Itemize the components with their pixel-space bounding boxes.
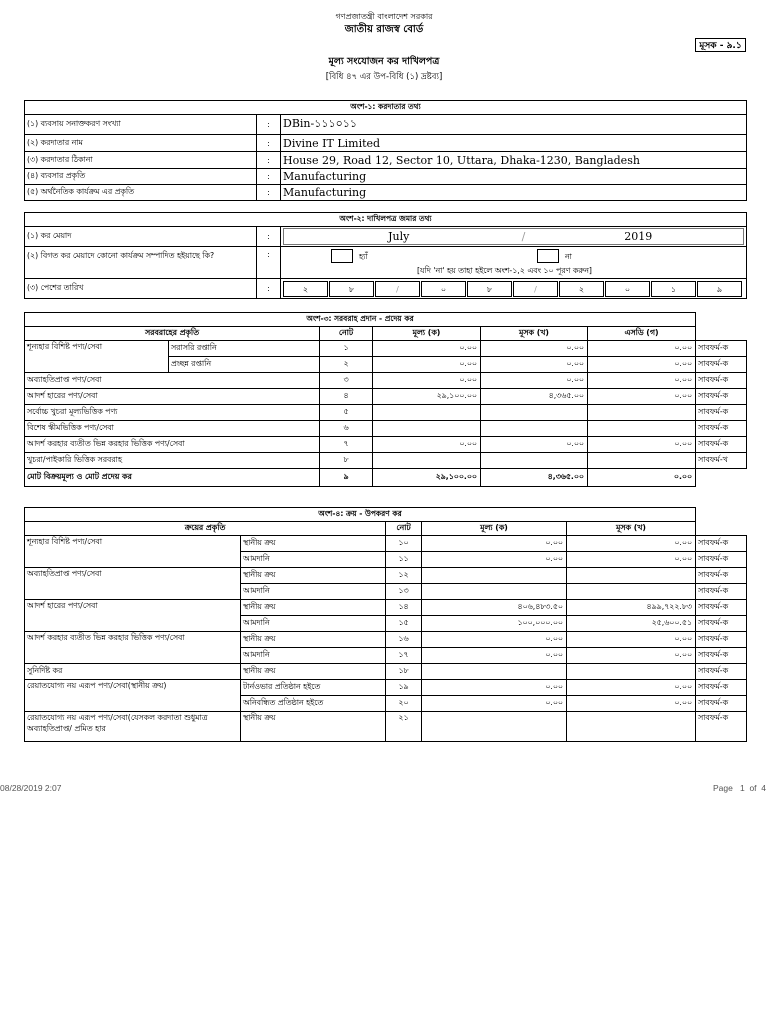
group-label: রেয়াতযোগ্য নয় এরূপ পণ্য/সেবা(যেসকল করদাতা শুধুমাত্র অব্যাহতিপ্রাপ্ত/ প্রমিত হার bbox=[25, 712, 241, 742]
table-row bbox=[25, 712, 747, 742]
row-sublabel: স্থানীয় ক্রয় bbox=[241, 600, 386, 616]
row-sublabel: আমদানি bbox=[241, 552, 386, 568]
yes-checkbox[interactable] bbox=[331, 249, 353, 263]
subform-link[interactable]: সাবফর্ম-ক bbox=[696, 341, 747, 357]
vat-cell[interactable]: ৪,৩৬৫.০০ bbox=[481, 389, 588, 405]
colon: : bbox=[257, 135, 281, 152]
colon: : bbox=[257, 227, 281, 247]
sd-cell[interactable] bbox=[588, 405, 696, 421]
taxpayer-name-label: (২) করদাতার নাম bbox=[25, 135, 257, 152]
page-title: মূল্য সংযোজন কর দাখিলপত্র bbox=[328, 56, 440, 67]
date-separator: / bbox=[513, 281, 558, 297]
group-label: আদর্শ করহার ব্যতীত ভিন্ন করহার ভিত্তিক পণ্য/সেবা bbox=[25, 632, 241, 664]
vat-cell[interactable] bbox=[481, 421, 588, 437]
value-cell[interactable] bbox=[373, 453, 481, 469]
subform-link[interactable]: সাবফর্ম-খ bbox=[696, 453, 747, 469]
subform-link[interactable]: সাবফর্ম-ক bbox=[696, 712, 747, 742]
col-purchase-nature: ক্রয়ের প্রকৃতি bbox=[25, 522, 386, 536]
economic-activity-field[interactable]: Manufacturing bbox=[281, 185, 747, 201]
value-cell[interactable]: ৪০৬,৪৮৩.৫০ bbox=[422, 600, 567, 616]
government-name: গণপ্রজাতন্ত্রী বাংলাদেশ সরকার bbox=[335, 12, 433, 21]
row-sublabel: স্থানীয় ক্রয় bbox=[241, 664, 386, 680]
submission-date-field[interactable] bbox=[283, 281, 744, 297]
part2-heading: অংশ-২: দাখিলপত্র জমার তথ্য bbox=[25, 213, 747, 227]
vat-cell[interactable]: ০.০০ bbox=[567, 552, 696, 568]
value-cell[interactable]: ১০০,০০০.০০ bbox=[422, 616, 567, 632]
subform-link[interactable]: সাবফর্ম-ক bbox=[696, 632, 747, 648]
row-label: বিশেষ স্কীমভিত্তিক পণ্য/সেবা bbox=[25, 421, 320, 437]
bin-label: (১) ব্যবসায় সনাক্তকরণ সংখ্যা bbox=[25, 115, 257, 135]
col-vat: মূসক (খ) bbox=[481, 327, 588, 341]
vat-cell[interactable] bbox=[481, 453, 588, 469]
subform-link[interactable]: সাবফর্ম-ক bbox=[696, 600, 747, 616]
tax-period-slash: / bbox=[521, 230, 526, 243]
row-note: ১২ bbox=[386, 568, 422, 584]
row-note: ১০ bbox=[386, 536, 422, 552]
row-label: আদর্শ হারের পণ্য/সেবা bbox=[25, 389, 320, 405]
table-row bbox=[25, 437, 747, 453]
total-value: ২৯,১০০.০০ bbox=[373, 469, 481, 487]
row-note: ৩ bbox=[320, 373, 373, 389]
date-digit: ৮ bbox=[329, 281, 374, 297]
subform-link[interactable]: সাবফর্ম-ক bbox=[696, 405, 747, 421]
subform-link[interactable]: সাবফর্ম-ক bbox=[696, 552, 747, 568]
value-cell[interactable]: ০.০০ bbox=[373, 437, 481, 453]
subform-link[interactable]: সাবফর্ম-ক bbox=[696, 648, 747, 664]
sd-cell[interactable]: ০.০০ bbox=[588, 373, 696, 389]
vat-cell[interactable] bbox=[567, 712, 696, 742]
vat-cell[interactable]: ০.০০ bbox=[567, 696, 696, 712]
col-note: নোট bbox=[386, 522, 422, 536]
of-word: of bbox=[749, 783, 757, 793]
subform-link[interactable]: সাবফর্ম-ক bbox=[696, 536, 747, 552]
subform-link[interactable]: সাবফর্ম-ক bbox=[696, 357, 747, 373]
zero-rated-label: শূন্যহার বিশিষ্ট পণ্য/সেবা bbox=[25, 341, 169, 373]
submission-date-label: (৩) পেশের তারিখ bbox=[25, 279, 257, 299]
row-note: ২০ bbox=[386, 696, 422, 712]
sd-cell[interactable]: ০.০০ bbox=[588, 341, 696, 357]
row-note: ৬ bbox=[320, 421, 373, 437]
row-note: ১৫ bbox=[386, 616, 422, 632]
colon: : bbox=[257, 169, 281, 185]
table-row bbox=[25, 600, 747, 616]
part1-heading: অংশ-১: করদাতার তথ্য bbox=[25, 101, 747, 115]
vat-cell[interactable] bbox=[567, 664, 696, 680]
row-note: ৮ bbox=[320, 453, 373, 469]
taxpayer-address-label: (৩) করদাতার ঠিকানা bbox=[25, 152, 257, 169]
row-note: ৫ bbox=[320, 405, 373, 421]
vat-cell[interactable] bbox=[567, 568, 696, 584]
row-note: ২ bbox=[320, 357, 373, 373]
table-row bbox=[25, 680, 747, 696]
value-cell[interactable] bbox=[373, 421, 481, 437]
value-cell[interactable] bbox=[422, 664, 567, 680]
row-sublabel: সরাসরি রপ্তানি bbox=[169, 341, 320, 357]
table-row bbox=[25, 405, 747, 421]
row-note: ১ bbox=[320, 341, 373, 357]
row-sublabel: টার্নওভার প্রতিষ্ঠান হইতে bbox=[241, 680, 386, 696]
col-value: মূল্য (ক) bbox=[373, 327, 481, 341]
value-cell[interactable]: ০.০০ bbox=[373, 357, 481, 373]
subform-link[interactable]: সাবফর্ম-ক bbox=[696, 373, 747, 389]
sd-cell[interactable] bbox=[588, 453, 696, 469]
value-cell[interactable] bbox=[373, 405, 481, 421]
row-label: খুচরা/পাইকারি ভিত্তিক সরবরাহ bbox=[25, 453, 320, 469]
subform-link[interactable]: সাবফর্ম-ক bbox=[696, 421, 747, 437]
table-row bbox=[25, 568, 747, 584]
row-sublabel: অনিবন্ধিত প্রতিষ্ঠান হইতে bbox=[241, 696, 386, 712]
row-note: ২১ bbox=[386, 712, 422, 742]
subform-link[interactable]: সাবফর্ম-ক bbox=[696, 584, 747, 600]
group-label: রেয়াতযোগ্য নয় এরূপ পণ্য/সেবা(স্থানীয় ক্রয়) bbox=[25, 680, 241, 712]
sd-cell[interactable]: ০.০০ bbox=[588, 389, 696, 405]
part4-heading: অংশ-৪: ক্রয় - উপকরণ কর bbox=[25, 508, 696, 522]
row-label: আদর্শ করহার ব্যতীত ভিন্ন করহার ভিত্তিক পণ্য/সেবা bbox=[25, 437, 320, 453]
yes-label: হ্যাঁ bbox=[359, 252, 368, 261]
colon: : bbox=[257, 247, 281, 279]
vat-cell[interactable]: ০.০০ bbox=[481, 437, 588, 453]
col-vat: মূসক (খ) bbox=[567, 522, 696, 536]
no-label: না bbox=[565, 252, 572, 261]
subform-link[interactable]: সাবফর্ম-ক bbox=[696, 696, 747, 712]
row-sublabel: প্রচ্ছন্ন রপ্তানি bbox=[169, 357, 320, 373]
vat-cell[interactable]: ০.০০ bbox=[567, 680, 696, 696]
tax-period-field[interactable] bbox=[283, 228, 744, 245]
subform-link[interactable]: সাবফর্ম-ক bbox=[696, 389, 747, 405]
page-word: Page bbox=[713, 783, 733, 793]
table-row bbox=[25, 453, 747, 469]
date-digit: ২ bbox=[283, 281, 328, 297]
total-vat: ৪,৩৬৫.০০ bbox=[481, 469, 588, 487]
row-sublabel: স্থানীয় ক্রয় bbox=[241, 536, 386, 552]
tax-period-year: 2019 bbox=[624, 230, 653, 243]
group-label: শূন্যহার বিশিষ্ট পণ্য/সেবা bbox=[25, 536, 241, 568]
row-note: ১৮ bbox=[386, 664, 422, 680]
row-note: ১১ bbox=[386, 552, 422, 568]
vat-cell[interactable]: ৪৯৯,৭২২.৮৩ bbox=[567, 600, 696, 616]
date-digit: ৯ bbox=[697, 281, 742, 297]
row-label: সর্বোচ্চ খুচরা মূল্যভিত্তিক পণ্য bbox=[25, 405, 320, 421]
activity-note: [যদি 'না' হয় তাহা হইলে অংশ-১,২ এবং ১০ পূরণ করুন] bbox=[417, 266, 592, 275]
total-label: মোট বিক্রয়মূল্য ও মোট প্রদেয় কর bbox=[25, 469, 320, 487]
col-value: মূল্য (ক) bbox=[422, 522, 567, 536]
taxpayer-name-field[interactable]: Divine IT Limited bbox=[281, 135, 747, 152]
col-supply-nature: সরবরাহের প্রকৃতি bbox=[25, 327, 320, 341]
subform-link[interactable]: সাবফর্ম-ক bbox=[696, 616, 747, 632]
page-subtitle: [বিধি ৪৭ এর উপ-বিধি (১) দ্রষ্টব্য] bbox=[325, 72, 443, 82]
date-digit: ১ bbox=[651, 281, 696, 297]
row-sublabel: স্থানীয় ক্রয় bbox=[241, 568, 386, 584]
col-sd: এসডি (গ) bbox=[588, 327, 696, 341]
page-number: 1 bbox=[739, 783, 745, 793]
value-cell[interactable]: ০.০০ bbox=[422, 632, 567, 648]
value-cell[interactable]: ০.০০ bbox=[422, 648, 567, 664]
page-indicator bbox=[713, 783, 766, 793]
table-row bbox=[25, 421, 747, 437]
row-note: ১৯ bbox=[386, 680, 422, 696]
print-datetime: 08/28/2019 2:07 bbox=[0, 783, 62, 793]
total-sd: ০.০০ bbox=[588, 469, 696, 487]
date-digit: ০ bbox=[605, 281, 650, 297]
table-row bbox=[25, 373, 747, 389]
vat-cell[interactable]: ০.০০ bbox=[481, 357, 588, 373]
part3-supply-table bbox=[24, 312, 747, 487]
business-nature-field[interactable]: Manufacturing bbox=[281, 169, 747, 185]
value-cell[interactable]: ০.০০ bbox=[373, 341, 481, 357]
value-cell[interactable]: ০.০০ bbox=[422, 536, 567, 552]
row-sublabel: আমদানি bbox=[241, 648, 386, 664]
total-note: ৯ bbox=[320, 469, 373, 487]
part1-taxpayer-info-table bbox=[24, 100, 747, 201]
table-row bbox=[25, 664, 747, 680]
group-label: অব্যাহতিপ্রাপ্ত পণ্য/সেবা bbox=[25, 568, 241, 600]
date-digit: ৮ bbox=[467, 281, 512, 297]
tax-period-label: (১) কর মেয়াদ bbox=[25, 227, 257, 247]
total-row bbox=[25, 469, 747, 487]
sd-cell[interactable]: ০.০০ bbox=[588, 357, 696, 373]
subform-link[interactable]: সাবফর্ম-ক bbox=[696, 680, 747, 696]
row-note: ৪ bbox=[320, 389, 373, 405]
part3-heading: অংশ-৩: সরবরাহ প্রদান - প্রদেয় কর bbox=[25, 313, 696, 327]
row-sublabel: স্থানীয় ক্রয় bbox=[241, 632, 386, 648]
colon: : bbox=[257, 185, 281, 201]
vat-cell[interactable] bbox=[481, 405, 588, 421]
vat-cell[interactable]: ২৫,৬০০.৫১ bbox=[567, 616, 696, 632]
colon: : bbox=[257, 279, 281, 299]
group-label: আদর্শ হারের পণ্য/সেবা bbox=[25, 600, 241, 632]
value-cell[interactable]: ০.০০ bbox=[373, 373, 481, 389]
vat-cell[interactable]: ০.০০ bbox=[567, 536, 696, 552]
date-separator: / bbox=[375, 281, 420, 297]
table-row bbox=[25, 632, 747, 648]
subform-link[interactable]: সাবফর্ম-ক bbox=[696, 664, 747, 680]
row-sublabel: স্থানীয় ক্রয় bbox=[241, 712, 386, 742]
form-code: মূসক - ৯.১ bbox=[695, 38, 746, 52]
part2-return-info-table bbox=[24, 212, 747, 299]
tax-period-month: July bbox=[388, 230, 410, 243]
date-digit: ০ bbox=[421, 281, 466, 297]
taxpayer-address-field[interactable]: House 29, Road 12, Sector 10, Uttara, Dhaka-1230, Bangladesh bbox=[281, 152, 747, 169]
economic-activity-label: (৫) অর্থনৈতিক কার্যক্রম এর প্রকৃতি bbox=[25, 185, 257, 201]
value-cell[interactable] bbox=[422, 712, 567, 742]
row-sublabel: আমদানি bbox=[241, 584, 386, 600]
subform-link[interactable]: সাবফর্ম-ক bbox=[696, 437, 747, 453]
vat-cell[interactable]: ০.০০ bbox=[567, 648, 696, 664]
page-total: 4 bbox=[761, 783, 766, 793]
value-cell[interactable]: ০.০০ bbox=[422, 696, 567, 712]
row-sublabel: আমদানি bbox=[241, 616, 386, 632]
activity-question-label: (২) বিগত কর মেয়াদে কোনো কার্যক্রম সম্পাদিত হইয়াছে কি? bbox=[25, 247, 257, 279]
sd-cell[interactable] bbox=[588, 421, 696, 437]
date-digit: ২ bbox=[559, 281, 604, 297]
subform-link[interactable]: সাবফর্ম-ক bbox=[696, 568, 747, 584]
row-note: ১৬ bbox=[386, 632, 422, 648]
value-cell[interactable]: ২৯,১০০.০০ bbox=[373, 389, 481, 405]
sd-cell[interactable]: ০.০০ bbox=[588, 437, 696, 453]
row-note: ১৩ bbox=[386, 584, 422, 600]
colon: : bbox=[257, 115, 281, 135]
part4-purchase-table bbox=[24, 507, 747, 742]
row-note: ১৭ bbox=[386, 648, 422, 664]
vat-cell[interactable]: ০.০০ bbox=[481, 373, 588, 389]
vat-cell[interactable] bbox=[567, 584, 696, 600]
vat-cell[interactable]: ০.০০ bbox=[481, 341, 588, 357]
table-row bbox=[25, 536, 747, 552]
vat-cell[interactable]: ০.০০ bbox=[567, 632, 696, 648]
no-checkbox[interactable] bbox=[537, 249, 559, 263]
bin-field[interactable]: DBin-১১১০১১ bbox=[281, 115, 747, 135]
board-name: জাতীয় রাজস্ব বোর্ড bbox=[344, 24, 424, 35]
business-nature-label: (৪) ব্যবসার প্রকৃতি bbox=[25, 169, 257, 185]
row-label: অব্যাহতিপ্রাপ্ত পণ্য/সেবা bbox=[25, 373, 320, 389]
value-cell[interactable]: ০.০০ bbox=[422, 680, 567, 696]
value-cell[interactable] bbox=[422, 584, 567, 600]
group-label: সুনির্দিষ্ট কর bbox=[25, 664, 241, 680]
table-row bbox=[25, 341, 747, 357]
value-cell[interactable]: ০.০০ bbox=[422, 552, 567, 568]
col-note: নোট bbox=[320, 327, 373, 341]
table-row bbox=[25, 389, 747, 405]
value-cell[interactable] bbox=[422, 568, 567, 584]
row-note: ৭ bbox=[320, 437, 373, 453]
row-note: ১৪ bbox=[386, 600, 422, 616]
colon: : bbox=[257, 152, 281, 169]
